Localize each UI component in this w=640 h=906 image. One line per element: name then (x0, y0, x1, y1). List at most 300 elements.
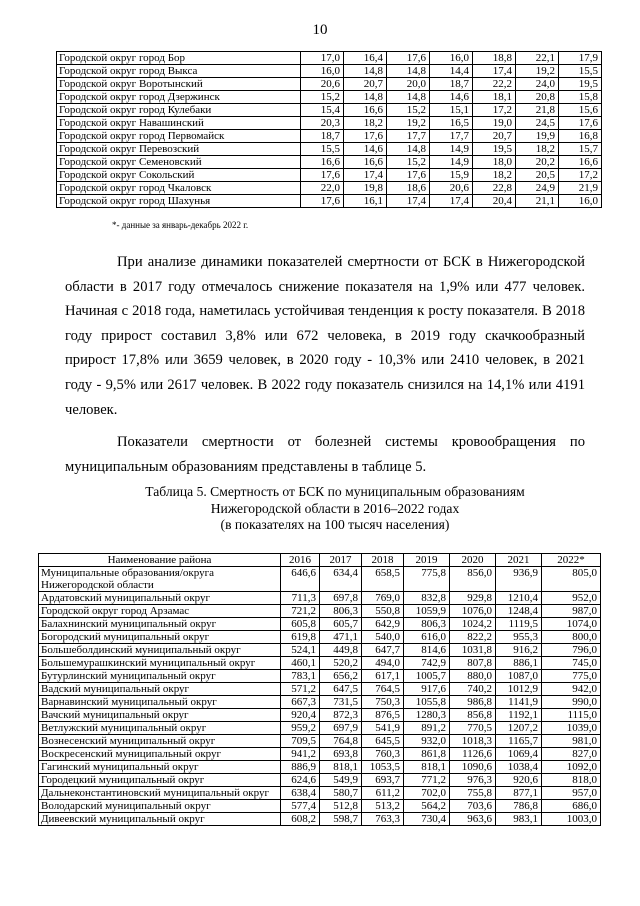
value-cell: 16,0 (430, 52, 473, 65)
header-year: 2017 (320, 554, 362, 567)
value-cell: 764,5 (362, 683, 404, 696)
value-cell: 920,6 (496, 774, 542, 787)
value-cell: 15,1 (430, 104, 473, 117)
value-cell: 1069,4 (496, 748, 542, 761)
value-cell: 14,8 (344, 65, 387, 78)
table-row (57, 156, 602, 169)
caption-line: (в показателях на 100 тысяч населения) (220, 517, 450, 533)
value-cell: 942,0 (542, 683, 601, 696)
value-cell: 14,8 (387, 91, 430, 104)
district-name-cell: Городской округ город Первомайск (57, 130, 301, 143)
value-cell: 886,9 (281, 761, 320, 774)
value-cell: 16,1 (344, 195, 387, 208)
value-cell: 16,4 (344, 52, 387, 65)
value-cell: 18,7 (301, 130, 344, 143)
value-cell: 731,5 (320, 696, 362, 709)
value-cell: 616,0 (404, 631, 450, 644)
value-cell: 611,2 (362, 787, 404, 800)
table-row (39, 787, 601, 800)
value-cell: 21,1 (516, 195, 559, 208)
value-cell: 818,1 (320, 761, 362, 774)
value-cell: 1280,3 (404, 709, 450, 722)
value-cell: 17,7 (387, 130, 430, 143)
value-cell: 460,1 (281, 657, 320, 670)
value-cell: 17,0 (301, 52, 344, 65)
value-cell: 17,6 (301, 195, 344, 208)
value-cell: 764,8 (320, 735, 362, 748)
value-cell: 702,0 (404, 787, 450, 800)
value-cell: 877,1 (496, 787, 542, 800)
table-row (39, 722, 601, 735)
value-cell: 19,9 (516, 130, 559, 143)
value-cell: 769,0 (362, 592, 404, 605)
district-name-cell: Городской округ Семеновский (57, 156, 301, 169)
value-cell: 619,8 (281, 631, 320, 644)
paragraph-text: При анализе динамики показателей смертности от БСК в Нижегородской области в 2017 году отмечалось снижение показателя на 1,9% или 477 человек. Начиная с 2018 года, наметилась устойчивая тенденция к росту показателя. В 2018 году прирост составил 3,8% или 672 человека, в 2019 году скачкообразный прирост 17,8% или 3659 человек, в 2020 году - 10,3% или 2410 человек, в 2021 году - 9,5% или 2617 человек. В 2022 году показатель снизился на 14,1% или 4191 человек. (65, 254, 585, 418)
district-name-cell: Городской округ Воротынский (57, 78, 301, 91)
value-cell: 16,6 (559, 156, 602, 169)
value-cell: 19,0 (473, 117, 516, 130)
value-cell: 709,5 (281, 735, 320, 748)
value-cell: 1092,0 (542, 761, 601, 774)
value-cell: 634,4 (320, 567, 362, 592)
value-cell: 617,1 (362, 670, 404, 683)
value-cell: 1038,4 (496, 761, 542, 774)
table-row (39, 657, 601, 670)
table-row (57, 52, 602, 65)
value-cell: 20,6 (301, 78, 344, 91)
value-cell: 686,0 (542, 800, 601, 813)
value-cell: 697,8 (320, 592, 362, 605)
value-cell: 471,1 (320, 631, 362, 644)
value-cell: 20,5 (516, 169, 559, 182)
value-cell: 512,8 (320, 800, 362, 813)
table-row (39, 605, 601, 618)
value-cell: 693,8 (320, 748, 362, 761)
value-cell: 891,2 (404, 722, 450, 735)
district-name-cell: Городской округ город Кулебаки (57, 104, 301, 117)
paragraph-text: Показатели смертности от болезней системы кровообращения по муниципальным образованиям представлены в таблице 5. (65, 434, 585, 475)
value-cell: 14,9 (430, 143, 473, 156)
value-cell: 760,3 (362, 748, 404, 761)
district-name-cell: Богородский муниципальный округ (39, 631, 281, 644)
value-cell: 1005,7 (404, 670, 450, 683)
value-cell: 17,6 (559, 117, 602, 130)
value-cell: 17,4 (344, 169, 387, 182)
value-cell: 916,2 (496, 644, 542, 657)
value-cell: 796,0 (542, 644, 601, 657)
value-cell: 22,2 (473, 78, 516, 91)
value-cell: 876,5 (362, 709, 404, 722)
table-row (39, 761, 601, 774)
table-row (39, 709, 601, 722)
value-cell: 550,8 (362, 605, 404, 618)
value-cell: 786,8 (496, 800, 542, 813)
value-cell: 15,9 (430, 169, 473, 182)
value-cell: 18,2 (344, 117, 387, 130)
value-cell: 598,7 (320, 813, 362, 826)
value-cell: 763,3 (362, 813, 404, 826)
value-cell: 770,5 (450, 722, 496, 735)
district-name-cell: Городской округ город Выкса (57, 65, 301, 78)
district-name-cell: Ардатовский муниципальный округ (39, 592, 281, 605)
header-year: 2018 (362, 554, 404, 567)
value-cell: 920,4 (281, 709, 320, 722)
value-cell: 936,9 (496, 567, 542, 592)
district-name-cell: Дальнеконстантиновский муниципальный округ (39, 787, 281, 800)
header-district: Наименование района (39, 554, 281, 567)
value-cell: 941,2 (281, 748, 320, 761)
value-cell: 861,8 (404, 748, 450, 761)
value-cell: 19,5 (473, 143, 516, 156)
district-name-cell: Городской округ город Дзержинск (57, 91, 301, 104)
value-cell: 658,5 (362, 567, 404, 592)
value-cell: 14,4 (430, 65, 473, 78)
value-cell: 656,2 (320, 670, 362, 683)
value-cell: 775,8 (404, 567, 450, 592)
value-cell: 19,2 (387, 117, 430, 130)
table-5 (38, 553, 601, 826)
header-year: 2021 (496, 554, 542, 567)
reference-paragraph (65, 430, 585, 479)
value-cell: 932,0 (404, 735, 450, 748)
value-cell: 742,9 (404, 657, 450, 670)
value-cell: 1126,6 (450, 748, 496, 761)
table-row (57, 195, 602, 208)
value-cell: 18,1 (473, 91, 516, 104)
value-cell: 1192,1 (496, 709, 542, 722)
value-cell: 872,3 (320, 709, 362, 722)
value-cell: 16,0 (559, 195, 602, 208)
table-row (57, 91, 602, 104)
district-name-cell: Бутурлинский муниципальный округ (39, 670, 281, 683)
value-cell: 17,2 (559, 169, 602, 182)
district-name-cell: Вадский муниципальный округ (39, 683, 281, 696)
value-cell: 1165,7 (496, 735, 542, 748)
value-cell: 929,8 (450, 592, 496, 605)
value-cell: 15,5 (301, 143, 344, 156)
district-name-cell: Гагинский муниципальный округ (39, 761, 281, 774)
value-cell: 693,7 (362, 774, 404, 787)
value-cell: 952,0 (542, 592, 601, 605)
value-cell: 818,1 (404, 761, 450, 774)
table-row (39, 644, 601, 657)
value-cell: 15,2 (387, 156, 430, 169)
value-cell: 1210,4 (496, 592, 542, 605)
district-name-cell: Городской округ город Шахунья (57, 195, 301, 208)
value-cell: 806,3 (404, 618, 450, 631)
value-cell: 24,5 (516, 117, 559, 130)
value-cell: 1119,5 (496, 618, 542, 631)
value-cell: 987,0 (542, 605, 601, 618)
value-cell: 750,3 (362, 696, 404, 709)
table-row (39, 800, 601, 813)
district-name-cell: Городской округ город Чкаловск (57, 182, 301, 195)
district-name-cell: Городской округ город Арзамас (39, 605, 281, 618)
value-cell: 1087,0 (496, 670, 542, 683)
value-cell: 856,0 (450, 567, 496, 592)
district-name-cell: Городецкий муниципальный округ (39, 774, 281, 787)
value-cell: 17,6 (344, 130, 387, 143)
value-cell: 1018,3 (450, 735, 496, 748)
table-row (39, 735, 601, 748)
table-row (39, 748, 601, 761)
value-cell: 608,2 (281, 813, 320, 826)
header-year: 2020 (450, 554, 496, 567)
value-cell: 856,8 (450, 709, 496, 722)
value-cell: 1031,8 (450, 644, 496, 657)
analysis-paragraph (65, 250, 585, 422)
value-cell: 24,0 (516, 78, 559, 91)
value-cell: 1012,9 (496, 683, 542, 696)
header-year: 2016 (281, 554, 320, 567)
value-cell: 17,4 (430, 195, 473, 208)
value-cell: 880,0 (450, 670, 496, 683)
value-cell: 14,9 (430, 156, 473, 169)
value-cell: 17,7 (430, 130, 473, 143)
value-cell: 983,1 (496, 813, 542, 826)
value-cell: 1074,0 (542, 618, 601, 631)
district-name-cell: Балахнинский муниципальный округ (39, 618, 281, 631)
value-cell: 17,6 (387, 169, 430, 182)
value-cell: 697,9 (320, 722, 362, 735)
value-cell: 494,0 (362, 657, 404, 670)
value-cell: 16,6 (301, 156, 344, 169)
value-cell: 1090,6 (450, 761, 496, 774)
value-cell: 15,2 (301, 91, 344, 104)
value-cell: 20,6 (430, 182, 473, 195)
value-cell: 886,1 (496, 657, 542, 670)
value-cell: 17,6 (301, 169, 344, 182)
table-row (57, 78, 602, 91)
value-cell: 16,5 (430, 117, 473, 130)
value-cell: 549,9 (320, 774, 362, 787)
district-name-cell: Дивеевский муниципальный округ (39, 813, 281, 826)
table-row (39, 631, 601, 644)
value-cell: 642,9 (362, 618, 404, 631)
value-cell: 745,0 (542, 657, 601, 670)
district-name-cell: Городской округ Навашинский (57, 117, 301, 130)
district-name-cell: Большемурашкинский муниципальный округ (39, 657, 281, 670)
value-cell: 24,9 (516, 182, 559, 195)
district-name-cell: Варнавинский муниципальный округ (39, 696, 281, 709)
value-cell: 15,5 (559, 65, 602, 78)
value-cell: 540,0 (362, 631, 404, 644)
value-cell: 1055,8 (404, 696, 450, 709)
table-row (57, 182, 602, 195)
value-cell: 17,4 (387, 195, 430, 208)
district-name-cell: Городской округ Перевозский (57, 143, 301, 156)
value-cell: 19,8 (344, 182, 387, 195)
value-cell: 1076,0 (450, 605, 496, 618)
table-row (39, 592, 601, 605)
table-row (57, 65, 602, 78)
value-cell: 832,8 (404, 592, 450, 605)
table-row (57, 169, 602, 182)
table-row (39, 813, 601, 826)
value-cell: 955,3 (496, 631, 542, 644)
value-cell: 20,4 (473, 195, 516, 208)
value-cell: 22,8 (473, 182, 516, 195)
table-row (57, 117, 602, 130)
value-cell: 986,8 (450, 696, 496, 709)
table-4-continuation (56, 51, 602, 208)
table-row (57, 104, 602, 117)
value-cell: 963,6 (450, 813, 496, 826)
value-cell: 16,8 (559, 130, 602, 143)
district-name-cell: Городской округ Сокольский (57, 169, 301, 182)
value-cell: 15,4 (301, 104, 344, 117)
value-cell: 740,2 (450, 683, 496, 696)
value-cell: 805,0 (542, 567, 601, 592)
value-cell: 814,6 (404, 644, 450, 657)
value-cell: 513,2 (362, 800, 404, 813)
value-cell: 577,4 (281, 800, 320, 813)
value-cell: 449,8 (320, 644, 362, 657)
district-name-cell: Большеболдинский муниципальный округ (39, 644, 281, 657)
district-name-cell: Муниципальные образования/округа Нижегородской области (39, 567, 281, 592)
value-cell: 19,2 (516, 65, 559, 78)
value-cell: 541,9 (362, 722, 404, 735)
value-cell: 18,7 (430, 78, 473, 91)
value-cell: 15,6 (559, 104, 602, 117)
value-cell: 15,8 (559, 91, 602, 104)
district-name-cell: Городской округ город Бор (57, 52, 301, 65)
value-cell: 730,4 (404, 813, 450, 826)
value-cell: 564,2 (404, 800, 450, 813)
table-row (39, 618, 601, 631)
table-row (57, 130, 602, 143)
value-cell: 647,5 (320, 683, 362, 696)
value-cell: 20,7 (344, 78, 387, 91)
value-cell: 19,5 (559, 78, 602, 91)
value-cell: 711,3 (281, 592, 320, 605)
table-row (39, 774, 601, 787)
value-cell: 605,7 (320, 618, 362, 631)
value-cell: 1141,9 (496, 696, 542, 709)
district-name-cell: Ветлужский муниципальный округ (39, 722, 281, 735)
value-cell: 14,8 (387, 143, 430, 156)
value-cell: 1024,2 (450, 618, 496, 631)
value-cell: 17,6 (387, 52, 430, 65)
table-row (57, 143, 602, 156)
value-cell: 624,6 (281, 774, 320, 787)
value-cell: 20,7 (473, 130, 516, 143)
table-row (39, 683, 601, 696)
table-row (39, 670, 601, 683)
value-cell: 827,0 (542, 748, 601, 761)
table-5-caption (40, 484, 630, 534)
table-row (39, 567, 601, 592)
value-cell: 1053,5 (362, 761, 404, 774)
value-cell: 524,1 (281, 644, 320, 657)
value-cell: 1059,9 (404, 605, 450, 618)
value-cell: 807,8 (450, 657, 496, 670)
value-cell: 771,2 (404, 774, 450, 787)
district-name-cell: Вачский муниципальный округ (39, 709, 281, 722)
value-cell: 647,7 (362, 644, 404, 657)
value-cell: 14,8 (344, 91, 387, 104)
value-cell: 1248,4 (496, 605, 542, 618)
value-cell: 16,6 (344, 104, 387, 117)
value-cell: 21,9 (559, 182, 602, 195)
value-cell: 783,1 (281, 670, 320, 683)
value-cell: 22,0 (301, 182, 344, 195)
value-cell: 646,6 (281, 567, 320, 592)
value-cell: 21,8 (516, 104, 559, 117)
value-cell: 775,0 (542, 670, 601, 683)
value-cell: 957,0 (542, 787, 601, 800)
value-cell: 990,0 (542, 696, 601, 709)
value-cell: 20,2 (516, 156, 559, 169)
value-cell: 800,0 (542, 631, 601, 644)
value-cell: 571,2 (281, 683, 320, 696)
value-cell: 16,6 (344, 156, 387, 169)
value-cell: 18,6 (387, 182, 430, 195)
table-row (39, 696, 601, 709)
value-cell: 806,3 (320, 605, 362, 618)
value-cell: 638,4 (281, 787, 320, 800)
value-cell: 1003,0 (542, 813, 601, 826)
value-cell: 17,4 (473, 65, 516, 78)
district-name-cell: Воскресенский муниципальный округ (39, 748, 281, 761)
value-cell: 822,2 (450, 631, 496, 644)
value-cell: 17,9 (559, 52, 602, 65)
value-cell: 20,0 (387, 78, 430, 91)
value-cell: 959,2 (281, 722, 320, 735)
value-cell: 1039,0 (542, 722, 601, 735)
value-cell: 14,8 (387, 65, 430, 78)
table-header-row (39, 554, 601, 567)
value-cell: 818,0 (542, 774, 601, 787)
value-cell: 17,2 (473, 104, 516, 117)
value-cell: 15,2 (387, 104, 430, 117)
table-footnote: *- данные за январь-декабрь 2022 г. (112, 220, 249, 230)
value-cell: 14,6 (430, 91, 473, 104)
value-cell: 645,5 (362, 735, 404, 748)
value-cell: 917,6 (404, 683, 450, 696)
district-name-cell: Володарский муниципальный округ (39, 800, 281, 813)
value-cell: 18,2 (473, 169, 516, 182)
value-cell: 976,3 (450, 774, 496, 787)
value-cell: 15,7 (559, 143, 602, 156)
value-cell: 16,0 (301, 65, 344, 78)
value-cell: 20,3 (301, 117, 344, 130)
value-cell: 18,8 (473, 52, 516, 65)
value-cell: 981,0 (542, 735, 601, 748)
header-year: 2019 (404, 554, 450, 567)
value-cell: 667,3 (281, 696, 320, 709)
value-cell: 20,8 (516, 91, 559, 104)
value-cell: 580,7 (320, 787, 362, 800)
value-cell: 1115,0 (542, 709, 601, 722)
value-cell: 520,2 (320, 657, 362, 670)
header-year: 2022* (542, 554, 601, 567)
caption-line: Таблица 5. Смертность от БСК по муниципальным образованиям (145, 484, 525, 499)
value-cell: 22,1 (516, 52, 559, 65)
value-cell: 18,2 (516, 143, 559, 156)
value-cell: 18,0 (473, 156, 516, 169)
value-cell: 605,8 (281, 618, 320, 631)
district-name-cell: Вознесенский муниципальный округ (39, 735, 281, 748)
value-cell: 721,2 (281, 605, 320, 618)
value-cell: 1207,2 (496, 722, 542, 735)
value-cell: 703,6 (450, 800, 496, 813)
value-cell: 14,6 (344, 143, 387, 156)
page-number: 10 (312, 22, 328, 38)
value-cell: 755,8 (450, 787, 496, 800)
caption-line: Нижегородской области в 2016–2022 годах (210, 500, 460, 516)
